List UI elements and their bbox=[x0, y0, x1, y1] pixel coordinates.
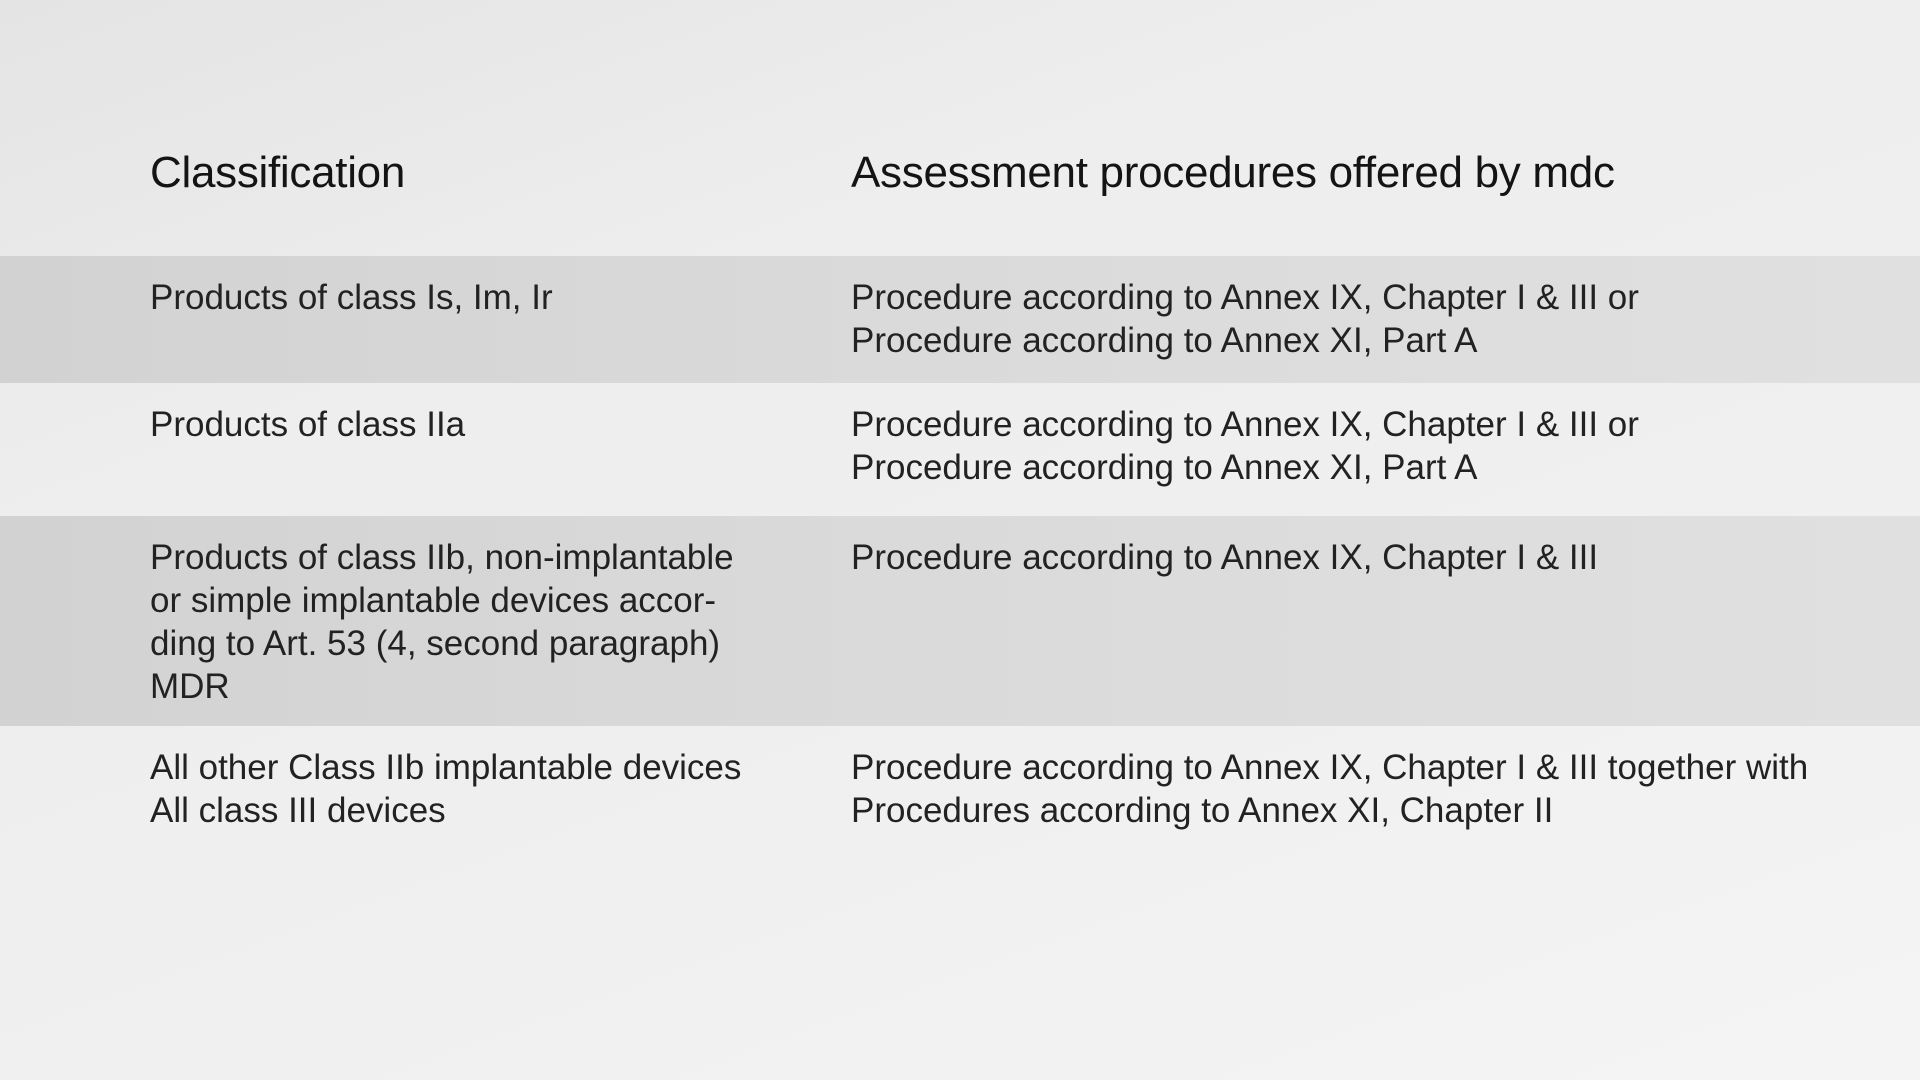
table-row bbox=[0, 726, 1920, 856]
classification-text: All other Class IIb implantable devices bbox=[150, 748, 742, 787]
procedure-text: Procedure according to Annex IX, Chapter I & III or bbox=[851, 278, 1639, 317]
header-classification: Classification bbox=[150, 148, 406, 197]
classification-text: MDR bbox=[150, 667, 230, 706]
classification-text: Products of class IIa bbox=[150, 405, 466, 444]
classification-text: All class III devices bbox=[150, 791, 446, 830]
procedure-text: Procedures according to Annex XI, Chapter II bbox=[851, 791, 1554, 830]
procedure-text: Procedure according to Annex XI, Part A bbox=[851, 321, 1478, 360]
procedure-text: Procedure according to Annex IX, Chapter I & III bbox=[851, 538, 1599, 577]
procedure-text: Procedure according to Annex XI, Part A bbox=[851, 448, 1478, 487]
table-row bbox=[0, 516, 1920, 726]
classification-cell bbox=[150, 403, 770, 446]
table-row bbox=[0, 256, 1920, 383]
table-row bbox=[0, 383, 1920, 516]
classification-text: or simple implantable devices accor- bbox=[150, 581, 717, 620]
procedure-text: Procedure according to Annex IX, Chapter I & III together with bbox=[851, 748, 1809, 787]
procedure-cell bbox=[851, 403, 1871, 489]
classification-text: Products of class IIb, non-implantable bbox=[150, 538, 734, 577]
header-assessment-procedures: Assessment procedures offered by mdc bbox=[851, 148, 1615, 197]
procedure-text: Procedure according to Annex IX, Chapter I & III or bbox=[851, 405, 1639, 444]
procedure-cell bbox=[851, 276, 1871, 362]
classification-cell bbox=[150, 746, 770, 832]
table-header-row bbox=[0, 148, 1920, 208]
classification-cell bbox=[150, 536, 770, 708]
procedure-cell bbox=[851, 746, 1871, 832]
classification-text: ding to Art. 53 (4, second paragraph) bbox=[150, 624, 721, 663]
classification-text: Products of class Is, Im, Ir bbox=[150, 278, 553, 317]
classification-cell bbox=[150, 276, 770, 319]
procedure-cell bbox=[851, 536, 1871, 579]
